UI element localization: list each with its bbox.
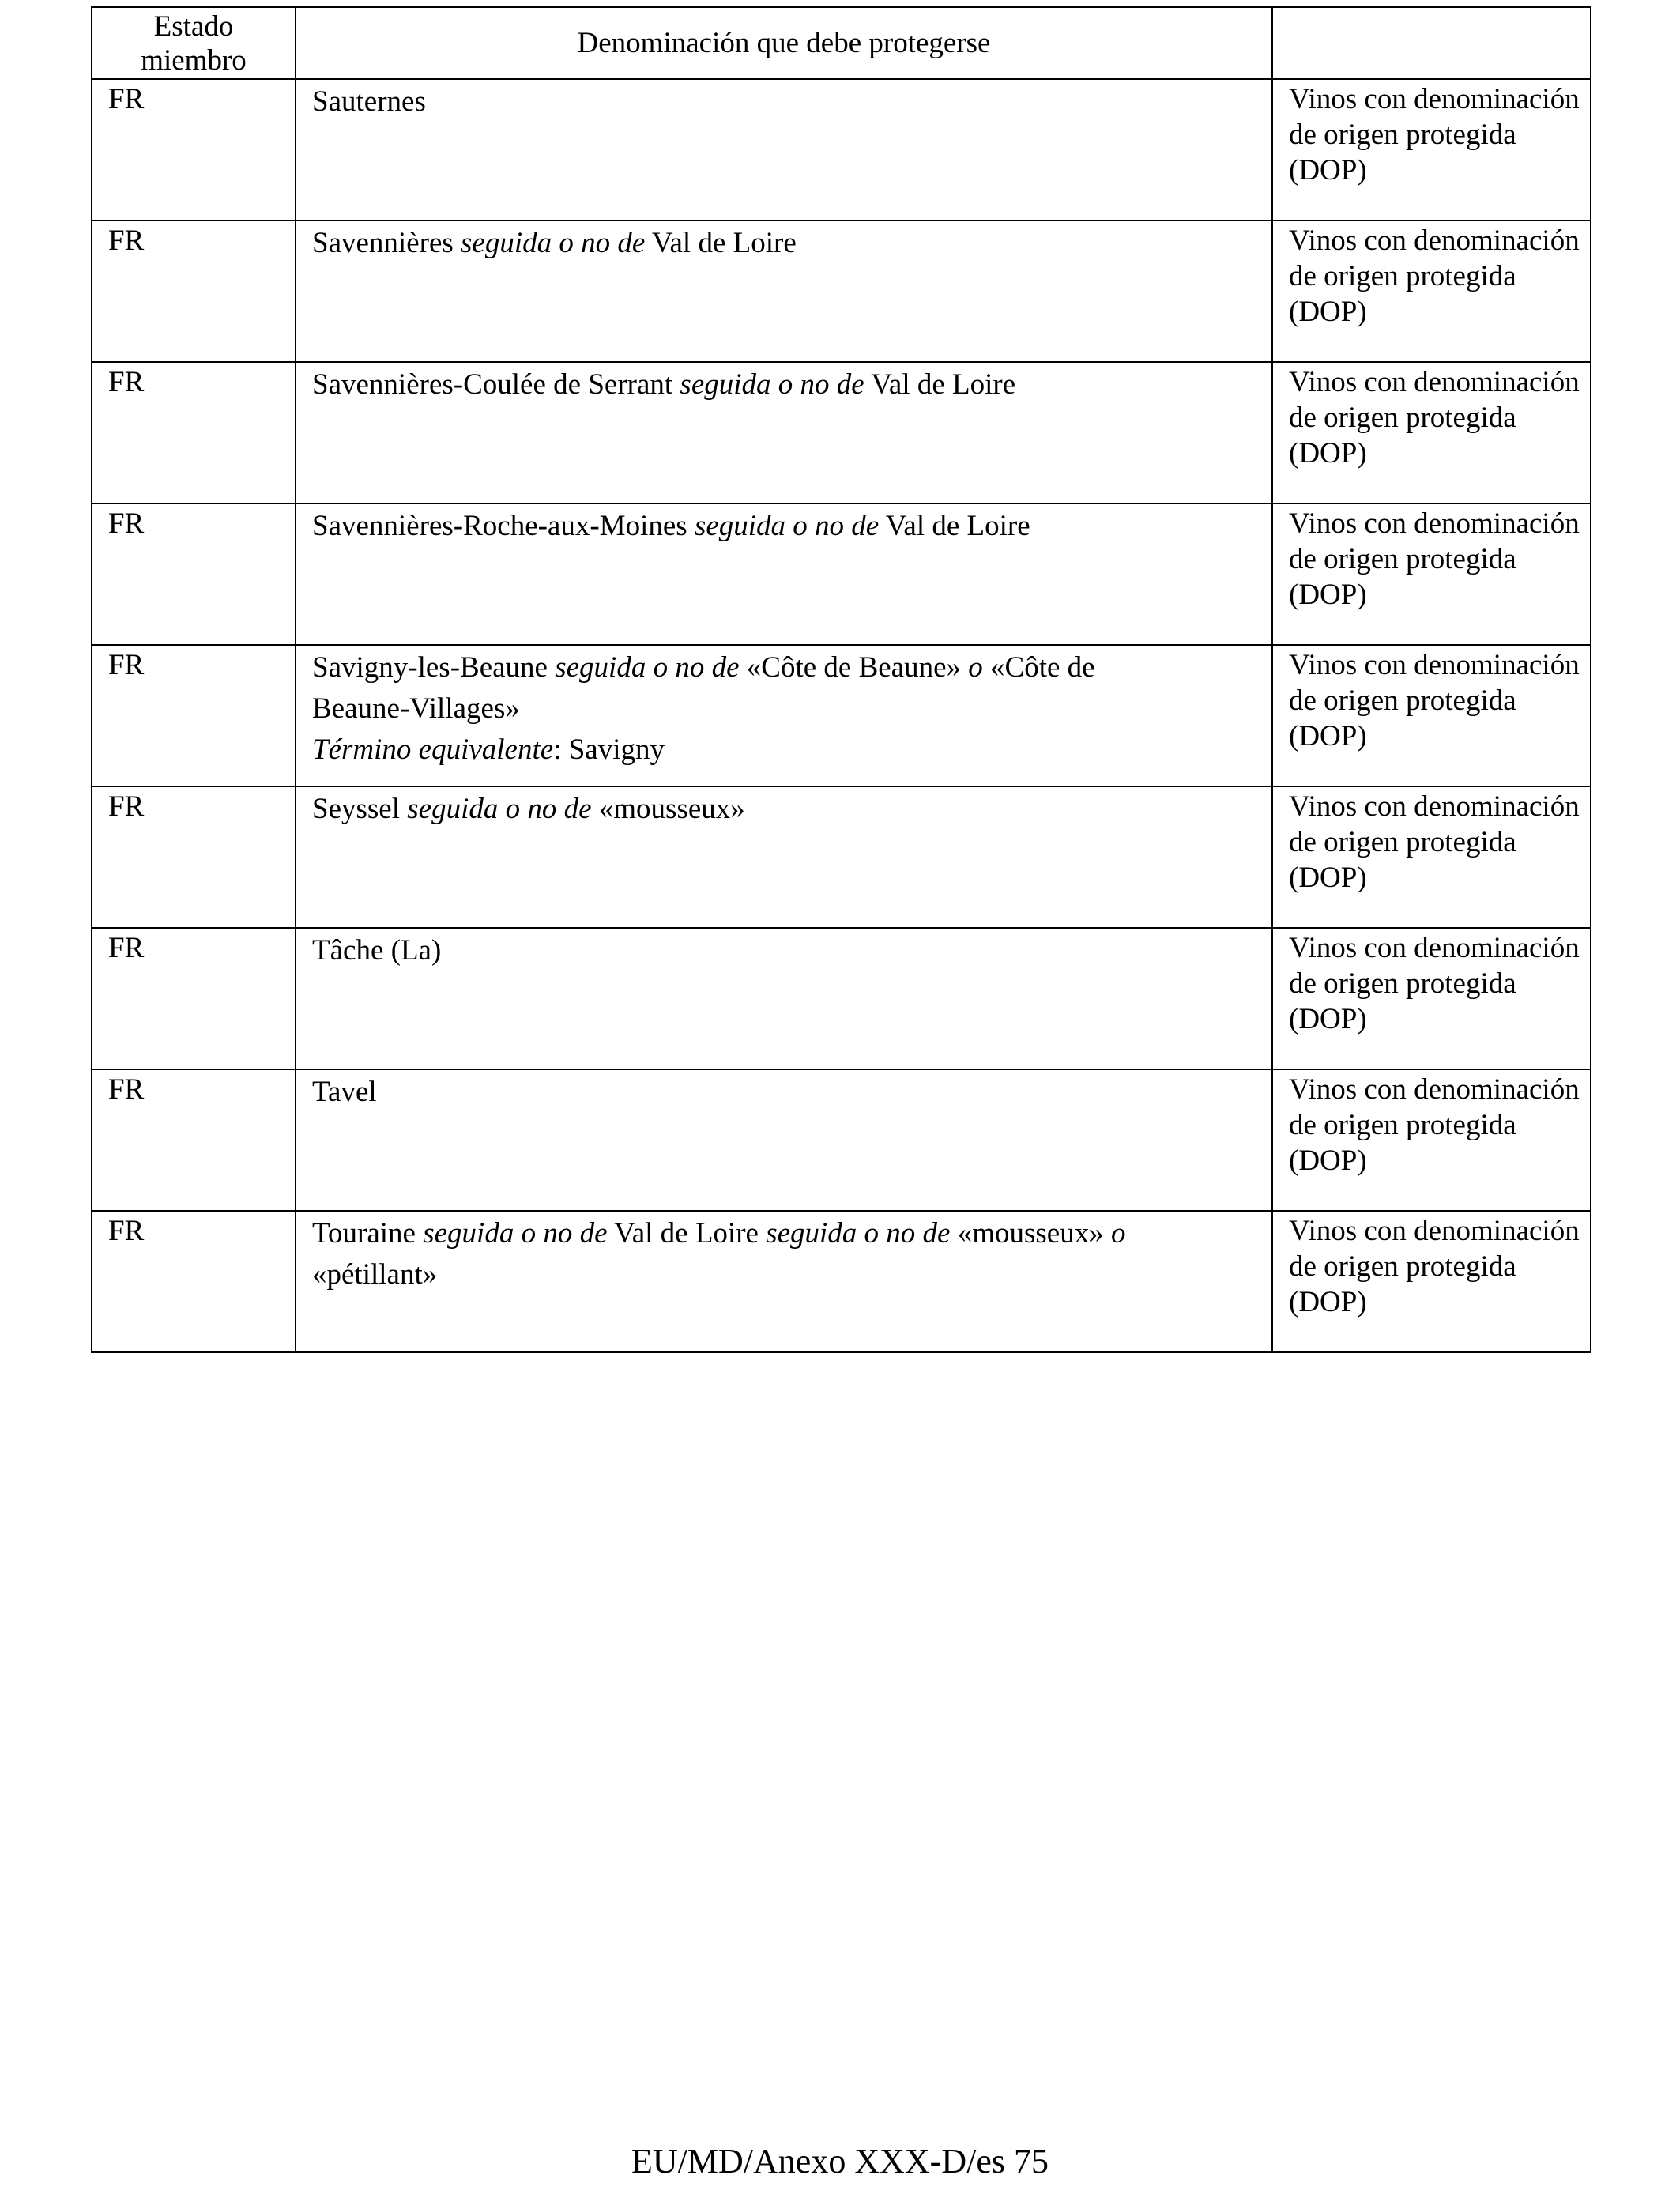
denomination-cell bbox=[296, 786, 1272, 928]
table-row bbox=[92, 362, 1591, 503]
denomination-line bbox=[312, 729, 1271, 771]
table-row bbox=[92, 645, 1591, 786]
table-row bbox=[92, 1069, 1591, 1211]
table-row bbox=[92, 786, 1591, 928]
denomination-cell bbox=[296, 79, 1272, 221]
denomination-cell bbox=[296, 1211, 1272, 1352]
category-cell: Vinos con denominación de origen protegida (DOP) bbox=[1272, 221, 1591, 362]
denomination-line bbox=[312, 1213, 1271, 1254]
denomination-line bbox=[312, 81, 1271, 123]
denomination-text: : Savigny bbox=[553, 733, 665, 766]
table-header-row bbox=[92, 7, 1591, 79]
denomination-italic-text: o bbox=[968, 651, 983, 684]
denomination-text: Val de Loire bbox=[864, 368, 1016, 401]
denomination-line bbox=[312, 506, 1271, 547]
category-cell: Vinos con denominación de origen protegida (DOP) bbox=[1272, 928, 1591, 1069]
denomination-line bbox=[312, 688, 1271, 729]
denomination-line bbox=[312, 1072, 1271, 1113]
denomination-italic-text: seguida o no de bbox=[423, 1217, 608, 1250]
table-row bbox=[92, 79, 1591, 221]
member-state-cell: FR bbox=[92, 221, 296, 362]
denomination-italic-text: seguida o no de bbox=[461, 227, 646, 259]
denomination-cell bbox=[296, 1069, 1272, 1211]
category-cell: Vinos con denominación de origen protegida (DOP) bbox=[1272, 645, 1591, 786]
denomination-text: Val de Loire bbox=[879, 510, 1030, 542]
table-body bbox=[92, 79, 1591, 1352]
denomination-line bbox=[312, 1254, 1271, 1295]
denomination-cell bbox=[296, 928, 1272, 1069]
denomination-line bbox=[312, 364, 1271, 405]
denomination-italic-text: seguida o no de bbox=[766, 1217, 951, 1250]
denomination-text: Seyssel bbox=[312, 793, 408, 825]
header-member-state-line2: miembro bbox=[141, 43, 247, 77]
denomination-text: Val de Loire bbox=[607, 1217, 767, 1250]
denomination-line bbox=[312, 789, 1271, 830]
header-denomination: Denominación que debe protegerse bbox=[296, 7, 1272, 79]
member-state-cell: FR bbox=[92, 1069, 296, 1211]
member-state-cell: FR bbox=[92, 1211, 296, 1352]
category-cell: Vinos con denominación de origen protegida (DOP) bbox=[1272, 79, 1591, 221]
member-state-cell: FR bbox=[92, 928, 296, 1069]
denomination-text: «mousseux» bbox=[950, 1217, 1111, 1250]
table-row bbox=[92, 928, 1591, 1069]
denomination-text: «Côte de Beaune» bbox=[739, 651, 969, 684]
denomination-line bbox=[312, 647, 1271, 688]
denomination-text: Savennières bbox=[312, 227, 461, 259]
category-cell: Vinos con denominación de origen protegida (DOP) bbox=[1272, 1211, 1591, 1352]
category-cell: Vinos con denominación de origen protegida (DOP) bbox=[1272, 786, 1591, 928]
denomination-line bbox=[312, 223, 1271, 264]
denomination-italic-text: seguida o no de bbox=[694, 510, 880, 542]
denomination-cell bbox=[296, 503, 1272, 645]
denomination-line bbox=[312, 930, 1271, 971]
member-state-cell: FR bbox=[92, 503, 296, 645]
header-member-state-line1: Estado bbox=[153, 9, 234, 43]
member-state-cell: FR bbox=[92, 786, 296, 928]
denomination-text: Savennières-Roche-aux-Moines bbox=[312, 510, 695, 542]
denomination-italic-text: seguida o no de bbox=[680, 368, 864, 401]
denomination-text: Tâche (La) bbox=[312, 934, 442, 967]
table-row bbox=[92, 221, 1591, 362]
denomination-text: «pétillant» bbox=[312, 1258, 438, 1291]
table-row bbox=[92, 503, 1591, 645]
denomination-text: «mousseux» bbox=[591, 793, 745, 825]
denomination-text: Tavel bbox=[312, 1076, 377, 1108]
denomination-text: Savigny-les-Beaune bbox=[312, 651, 556, 684]
table-row bbox=[92, 1211, 1591, 1352]
denomination-cell bbox=[296, 645, 1272, 786]
denomination-italic-text: seguida o no de bbox=[555, 651, 740, 684]
denomination-text: Savennières-Coulée de Serrant bbox=[312, 368, 680, 401]
denomination-cell bbox=[296, 221, 1272, 362]
denomination-text: Touraine bbox=[312, 1217, 424, 1250]
denomination-italic-text: o bbox=[1110, 1217, 1126, 1250]
denomination-italic-text: seguida o no de bbox=[407, 793, 592, 825]
denomination-text: Beaune-Villages» bbox=[312, 692, 520, 725]
member-state-cell: FR bbox=[92, 645, 296, 786]
category-cell: Vinos con denominación de origen protegida (DOP) bbox=[1272, 362, 1591, 503]
denomination-text: «Côte de bbox=[982, 651, 1095, 684]
denomination-text: Sauternes bbox=[312, 85, 426, 118]
category-cell: Vinos con denominación de origen protegida (DOP) bbox=[1272, 1069, 1591, 1211]
page-footer: EU/MD/Anexo XXX-D/es 75 bbox=[631, 2142, 1049, 2181]
header-member-state bbox=[92, 7, 296, 79]
denomination-cell bbox=[296, 362, 1272, 503]
wine-denomination-table bbox=[91, 6, 1591, 1353]
denomination-text: Val de Loire bbox=[645, 227, 797, 259]
header-category bbox=[1272, 7, 1591, 79]
member-state-cell: FR bbox=[92, 79, 296, 221]
category-cell: Vinos con denominación de origen protegida (DOP) bbox=[1272, 503, 1591, 645]
member-state-cell: FR bbox=[92, 362, 296, 503]
denomination-italic-text: Término equivalente bbox=[312, 733, 554, 766]
